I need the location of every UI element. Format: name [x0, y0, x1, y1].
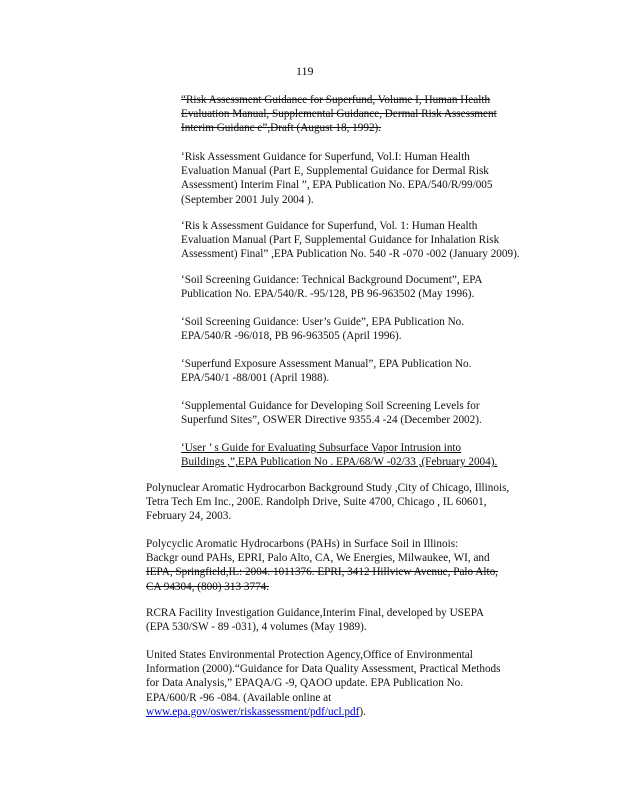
reference-line: February 24, 2003.	[146, 510, 232, 523]
reference-entry	[146, 648, 533, 719]
reference-line: EPA/540/R -96/018, PB 96-963505 (April 1996).	[181, 330, 402, 343]
reference-line: United States Environmental Protection Agency,Office of Environmental	[146, 649, 473, 661]
reference-entry	[181, 357, 526, 385]
reference-entry	[146, 606, 533, 634]
reference-entry	[146, 537, 533, 594]
reference-line: Interim Guidanc e”,Draft (August 18, 1992).	[181, 122, 382, 135]
reference-line: IEPA, Springfield,IL: 2004. 1011376. EPRI, 3412 Hillview Avenue, Palo Alto,	[146, 566, 498, 579]
reference-line: Polynuclear Aromatic Hydrocarbon Background Study ,City of Chicago, Illinois,	[146, 482, 510, 494]
reference-line: (September 2001 July 2004 ).	[181, 193, 314, 206]
reference-line: Assessment) Final” ,EPA Publication No. 540 -R -070 -002 (January 2009).	[181, 248, 520, 261]
reference-line: EPA/540/1 -88/001 (April 1988).	[181, 372, 330, 385]
reference-line: “Risk Assessment Guidance for Superfund, Volume I, Human Health	[181, 94, 491, 106]
reference-line: Publication No. EPA/540/R. -95/128, PB 96-963502 (May 1996).	[181, 288, 475, 301]
reference-line: Superfund Sites”, OSWER Directive 9355.4 -24 (December 2002).	[181, 414, 482, 427]
reference-line: ‘Risk Assessment Guidance for Superfund, Vol.I: Human Health	[181, 151, 470, 163]
reference-line: Information (2000).“Guidance for Data Quality Assessment, Practical Methods	[146, 663, 501, 676]
link-tail: ).	[359, 705, 366, 718]
reference-line: ‘Supplemental Guidance for Developing Soil Screening Levels for	[181, 400, 480, 412]
epa-ucl-link[interactable]: www.epa.gov/oswer/riskassessment/pdf/ucl.pdf	[146, 705, 360, 718]
reference-line: ‘Soil Screening Guidance: User’s Guide”, EPA Publication No.	[181, 316, 465, 328]
reference-entry	[181, 93, 526, 136]
reference-entry	[181, 441, 526, 469]
reference-line: Assessment) Interim Final ”, EPA Publication No. EPA/540/R/99/005	[181, 179, 493, 192]
reference-entry	[181, 219, 526, 262]
reference-line: (EPA 530/SW - 89 -031), 4 volumes (May 1989).	[146, 621, 367, 634]
reference-entry	[181, 273, 526, 301]
reference-line: for Data Analysis,” EPAQA/G -9, QAOO update. EPA Publication No.	[146, 677, 464, 690]
reference-entry	[181, 150, 526, 207]
reference-line: Polycyclic Aromatic Hydrocarbons (PAHs) in Surface Soil in Illinois:	[146, 538, 459, 550]
reference-line: Evaluation Manual (Part E, Supplemental Guidance for Dermal Risk	[181, 165, 489, 178]
reference-entry	[181, 315, 526, 343]
reference-line: EPA/600/R -96 -084. (Available online at	[146, 691, 332, 704]
reference-line: ‘Soil Screening Guidance: Technical Background Document”, EPA	[181, 274, 483, 286]
reference-line: Buildings ,”,EPA Publication No . EPA/68/W -02/33 ,(February 2004).	[181, 456, 498, 469]
reference-line: Backgr ound PAHs, EPRI, Palo Alto, CA, We Energies, Milwaukee, WI, and	[146, 552, 490, 565]
reference-line-link	[146, 705, 533, 719]
reference-entry	[146, 481, 533, 524]
reference-line: ‘Ris k Assessment Guidance for Superfund, Vol. 1: Human Health	[181, 220, 478, 232]
reference-line: Tetra Tech Em Inc., 200E. Randolph Drive, Suite 4700, Chicago , IL 60601,	[146, 496, 487, 509]
reference-line: ‘User ’ s Guide for Evaluating Subsurface Vapor Intrusion into	[181, 442, 462, 454]
reference-line: CA 94304, (800) 313 3774.	[146, 580, 270, 593]
reference-line: Evaluation Manual, Supplemental Guidance, Dermal Risk Assessment	[181, 108, 497, 121]
reference-line: ‘Superfund Exposure Assessment Manual”, EPA Publication No.	[181, 358, 472, 370]
reference-line: Evaluation Manual (Part F, Supplemental Guidance for Inhalation Risk	[181, 234, 500, 247]
page-number: 119	[296, 64, 314, 78]
reference-entry	[181, 399, 526, 427]
reference-line: RCRA Facility Investigation Guidance,Interim Final, developed by USEPA	[146, 607, 484, 619]
